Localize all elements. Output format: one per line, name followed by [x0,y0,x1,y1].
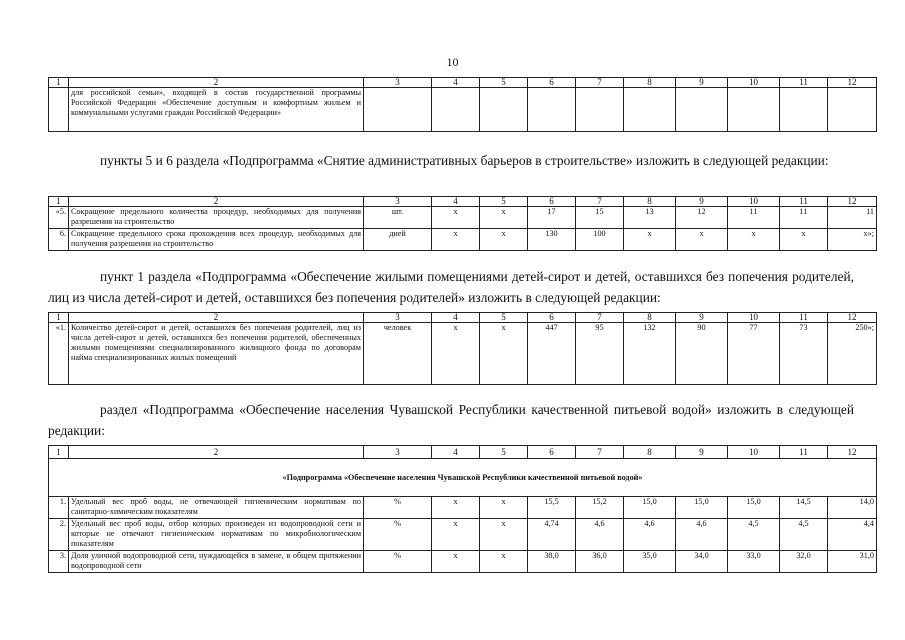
table-admin-barriers [48,196,877,251]
table-cell: x [624,229,676,251]
table-cell: 5 [480,313,528,323]
table-cell: 95 [576,323,624,385]
table-cell: Удельный вес проб воды, не отвечающей гигиеническим нормативам по санитарно-химическим показателям [69,497,364,519]
table-cell: 33,0 [728,551,780,573]
table-cell [528,88,576,132]
table-cell: x [480,519,528,551]
table-row [49,323,877,385]
table-cell: «1. [49,323,69,385]
table-cell: 6 [528,313,576,323]
table-cell: 11 [780,207,828,229]
table-cell: 14,5 [780,497,828,519]
table-cell: x [480,323,528,385]
table-cell [364,88,432,132]
table-cell: 10 [728,446,780,459]
table-cell: 10 [728,78,780,88]
table-cell: 9 [676,78,728,88]
table-cell: 5 [480,446,528,459]
table-cell [676,88,728,132]
table-cell: 12 [828,78,877,88]
table-cell: x [480,551,528,573]
table-cell: 14,0 [828,497,877,519]
table-cell: 10 [728,197,780,207]
table-header-row [49,446,877,459]
table-cell: 8 [624,446,676,459]
table-row [49,551,877,573]
table-cell: 2 [69,78,364,88]
table-cell: 4 [432,313,480,323]
table-cell: x [480,497,528,519]
table-cell: 6. [49,229,69,251]
table-cell: 1 [49,446,69,459]
table-cell: 15,0 [624,497,676,519]
table-cell: 12 [828,313,877,323]
table-cell: 9 [676,313,728,323]
table-cell: Доля уличной водопроводной сети, нуждающейся в замене, в общем протяжении водопроводной сети [69,551,364,573]
table-cell: 32,0 [780,551,828,573]
table-cell: 5 [480,197,528,207]
table-row [49,519,877,551]
table-cell: x [432,519,480,551]
table-cell: % [364,551,432,573]
table-cell: 250»; [828,323,877,385]
table-cell: 100 [576,229,624,251]
table-cell: 4,5 [780,519,828,551]
table-orphans [48,312,877,385]
table-row [49,88,877,132]
table-cell: 6 [528,78,576,88]
table-cell: 31,0 [828,551,877,573]
table-cell [780,88,828,132]
table-cell: Количество детей-сирот и детей, оставшихся без попечения родителей, лиц из числа детей-сирот и детей, оставшихся без попечения родителей, обеспеченных жилыми помещениями специализированного жилищного фонда по договорам найма специализированных жилых помещений [69,323,364,385]
table-cell: 15,5 [528,497,576,519]
table-cell: человек [364,323,432,385]
table-cell: 4,6 [576,519,624,551]
table-cell: 15,0 [728,497,780,519]
table-row [49,497,877,519]
table-cell: x [480,229,528,251]
table-cell: шт. [364,207,432,229]
table-cell: x [480,207,528,229]
table-cell [828,88,877,132]
table-cell: 7 [576,197,624,207]
table-cell: 4,74 [528,519,576,551]
table-cell: 15 [576,207,624,229]
subprogram-title: «Подпрограмма «Обеспечение населения Чувашской Республики качественной питьевой водой» [49,459,877,497]
table-cell: 3 [364,446,432,459]
table-cell: 11 [780,78,828,88]
table-cell: 3 [364,313,432,323]
table-cell [480,88,528,132]
table-cell: 73 [780,323,828,385]
table-cell [432,88,480,132]
table-cell: 15,2 [576,497,624,519]
table-cell: 11 [780,446,828,459]
page-number: 10 [446,55,459,69]
table-cell: 77 [728,323,780,385]
table-cell: 4 [432,446,480,459]
table-cell: 12 [676,207,728,229]
table-cell: x [780,229,828,251]
table-cell [728,88,780,132]
table-cell: 2 [69,197,364,207]
table-cell: 7 [576,78,624,88]
table-cell: 4,6 [624,519,676,551]
table-cell: % [364,497,432,519]
table-cell: 2 [69,446,364,459]
paragraph-3: раздел «Подпрограмма «Обеспечение населения Чувашской Республики качественной питьевой водой» изложить в следующей редакции: [48,402,854,438]
table-cell: 4,6 [676,519,728,551]
table-cell: 36,0 [576,551,624,573]
table-cell: 2. [49,519,69,551]
table-cell: x [432,229,480,251]
table-cell: Сокращение предельного количества процедур, необходимых для получения разрешения на строительство [69,207,364,229]
table-cell: 3. [49,551,69,573]
paragraph-2: пункт 1 раздела «Подпрограмма «Обеспечение жилыми помещениями детей-сирот и детей, оставшихся без попечения родителей, лиц из числа детей-сирот и детей, оставшихся без попечения родителей» изложить в следующей редакции: [48,269,854,305]
table-cell: 34,0 [676,551,728,573]
table-cell: 4 [432,197,480,207]
table-cell [49,88,69,132]
table-cell: 8 [624,78,676,88]
table-cell: 4,4 [828,519,877,551]
table-cell: 7 [576,446,624,459]
paragraph-1: пункты 5 и 6 раздела «Подпрограмма «Снятие административных барьеров в строительстве» изложить в следующей редакции: [100,153,829,168]
table-cell: 17 [528,207,576,229]
table-drinking-water [48,445,877,573]
table-cell: 9 [676,197,728,207]
table-cell: 1 [49,197,69,207]
table-cell: 4,5 [728,519,780,551]
table-cell: 11 [728,207,780,229]
table-cell: 35,0 [624,551,676,573]
table-cell: 12 [828,446,877,459]
table-cell: 447 [528,323,576,385]
table-cell: 12 [828,197,877,207]
table-cell: 132 [624,323,676,385]
table-cell: 10 [728,313,780,323]
table-cell: «5. [49,207,69,229]
table-cell: x [728,229,780,251]
table-cell: 90 [676,323,728,385]
table-cell: % [364,519,432,551]
table-cell: 3 [364,197,432,207]
table-cell: x [432,207,480,229]
table-cell: 4 [432,78,480,88]
table-cell: 2 [69,313,364,323]
table-cell [576,88,624,132]
table-cell: Удельный вес проб воды, отбор которых произведен из водопроводной сети и которые не отвечают гигиеническим нормативам по микробиологическим показателям [69,519,364,551]
table-cell: 11 [828,207,877,229]
table-cell: 1 [49,78,69,88]
table-cell [624,88,676,132]
table-cell: 13 [624,207,676,229]
table-header-row [49,197,877,207]
table-cell: 3 [364,78,432,88]
table-cell: 8 [624,313,676,323]
table-cell: дней [364,229,432,251]
table-cell: 11 [780,313,828,323]
table-cell: 9 [676,446,728,459]
table-cell: 6 [528,446,576,459]
table-header-row [49,78,877,88]
table-cell: 7 [576,313,624,323]
table-cell: 130 [528,229,576,251]
table-cell: x [432,323,480,385]
subprogram-title-row [49,459,877,497]
table-cell: x [432,497,480,519]
table-cell: 5 [480,78,528,88]
table-cell: 1. [49,497,69,519]
table-row [49,207,877,229]
table-cell: 38,0 [528,551,576,573]
table-cell: 15,0 [676,497,728,519]
table-header-row [49,313,877,323]
table-cell: x [432,551,480,573]
table-row [49,229,877,251]
table-cell: 8 [624,197,676,207]
table-cell: x»; [828,229,877,251]
table-continuation [48,77,877,132]
table-cell: Сокращение предельного срока прохождения всех процедур, необходимых для получения разрешения на строительство [69,229,364,251]
table-cell: 1 [49,313,69,323]
table-cell: 11 [780,197,828,207]
table-cell: 6 [528,197,576,207]
table-cell: x [676,229,728,251]
table-cell: для российской семьи», входящей в состав государственной программы Российской Федерации «Обеспечение доступным и комфортным жильем и коммунальными услугами граждан Российской Федерации» [69,88,364,132]
